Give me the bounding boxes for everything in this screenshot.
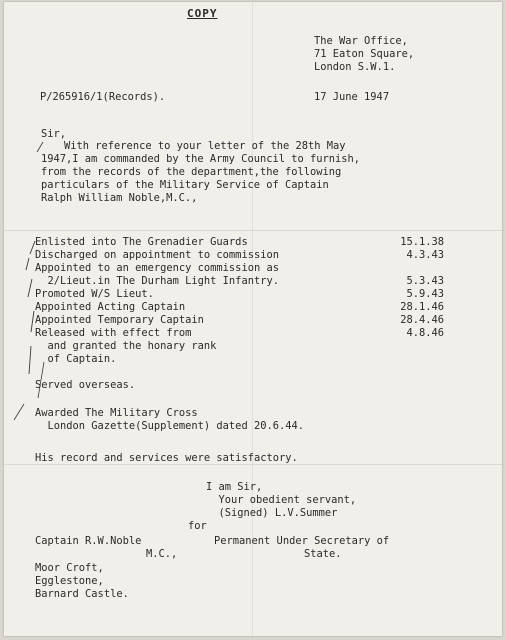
- for-label: for: [188, 520, 207, 532]
- recipient-line: Moor Croft,: [35, 562, 104, 574]
- paragraph-line: from the records of the department,the following: [41, 166, 342, 178]
- service-event: and granted the honary rank: [35, 340, 217, 352]
- address-line: 71 Eaton Square,: [314, 48, 415, 60]
- record-assessment: His record and services were satisfactory.: [35, 452, 298, 464]
- closing-line: Your obedient servant,: [206, 494, 357, 506]
- document-title: COPY: [187, 7, 218, 20]
- reference-number: P/265916/1(Records).: [40, 91, 166, 103]
- recipient-line: Egglestone,: [35, 575, 104, 587]
- paragraph-line: Ralph William Noble,M.C.,: [41, 192, 198, 204]
- service-event: Released with effect from: [35, 327, 192, 339]
- service-date: 5.3.43: [406, 275, 444, 287]
- signatory-line: State.: [304, 548, 342, 560]
- closing-line: (Signed) L.V.Summer: [206, 507, 338, 519]
- recipient-line: M.C.,: [146, 548, 178, 560]
- recipient-line: Barnard Castle.: [35, 588, 129, 600]
- service-event: 2/Lieut.in The Durham Light Infantry.: [35, 275, 279, 287]
- recipient-line: Captain R.W.Noble: [35, 535, 142, 547]
- paragraph-line: With reference to your letter of the 28th May: [64, 140, 346, 152]
- award-line: Awarded The Military Cross: [35, 407, 198, 419]
- paragraph-line: 1947,I am commanded by the Army Council to furnish,: [41, 153, 361, 165]
- letter-date: 17 June 1947: [314, 91, 390, 103]
- service-date: 15.1.38: [400, 236, 444, 248]
- service-event: of Captain.: [35, 353, 117, 365]
- service-date: 5.9.43: [406, 288, 444, 300]
- paragraph-line: particulars of the Military Service of Captain: [41, 179, 329, 191]
- service-event: Appointed Temporary Captain: [35, 314, 204, 326]
- award-line: London Gazette(Supplement) dated 20.6.44.: [35, 420, 304, 432]
- service-date: 28.1.46: [400, 301, 444, 313]
- service-date: 4.3.43: [406, 249, 444, 261]
- service-event: Appointed Acting Captain: [35, 301, 186, 313]
- address-line: The War Office,: [314, 35, 408, 47]
- closing-line: I am Sir,: [206, 481, 263, 493]
- salutation: Sir,: [41, 128, 67, 140]
- service-event: Appointed to an emergency commission as: [35, 262, 279, 274]
- served-overseas-note: Served overseas.: [35, 379, 136, 391]
- service-date: 28.4.46: [400, 314, 444, 326]
- address-line: London S.W.1.: [314, 61, 396, 73]
- service-date: 4.8.46: [406, 327, 444, 339]
- signatory-line: Permanent Under Secretary of: [214, 535, 390, 547]
- service-event: Discharged on appointment to commission: [35, 249, 279, 261]
- letter-sheet: [4, 2, 502, 636]
- service-event: Promoted W/S Lieut.: [35, 288, 154, 300]
- service-event: Enlisted into The Grenadier Guards: [35, 236, 248, 248]
